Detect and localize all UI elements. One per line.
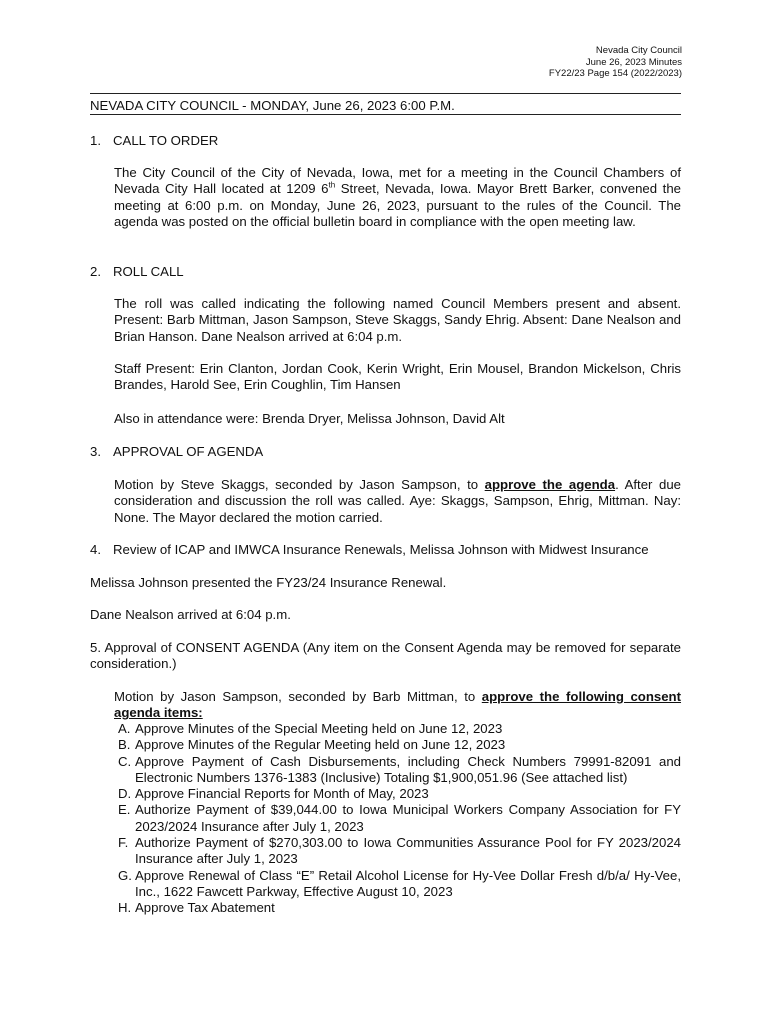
- paragraph-text: The City Council of the City of Nevada, Iowa, met for a meeting in the Council Chambers of Nevada City Hall located at 1209 6: [114, 165, 681, 197]
- item-text: Approve Minutes of the Special Meeting held on June 12, 2023: [135, 721, 503, 736]
- paragraph-text: Motion by Jason Sampson, seconded by Barb Mittman, to: [114, 689, 482, 704]
- item-text: Approve Tax Abatement: [135, 900, 275, 916]
- motion-action: approve the agenda: [484, 477, 616, 492]
- insurance-renewal-paragraph: Melissa Johnson presented the FY23/24 Insurance Renewal.: [90, 575, 447, 590]
- motion-action: approve the following consent agenda items:: [114, 689, 682, 721]
- item-text: Approve Payment of Cash Disbursements, including Check Numbers 79991-82091 and Electronic Numbers 1376-1383 (Inclusive) Totaling $1,900,051.96 (See attached list): [135, 753, 681, 785]
- section-5-heading: 5. Approval of CONSENT AGENDA (Any item on the Consent Agenda may be removed for separate consideration.): [90, 640, 681, 672]
- header-line-page: FY22/23 Page 154 (2022/2023): [548, 68, 682, 79]
- attendance-paragraph: Also in attendance were: Brenda Dryer, Melissa Johnson, David Alt: [114, 411, 505, 426]
- list-item: [118, 868, 681, 901]
- item-text: Authorize Payment of $270,303.00 to Iowa Communities Assurance Pool for FY 2023/2024 Insurance after July 1, 2023: [135, 835, 681, 867]
- page-header: [549, 45, 682, 80]
- paragraph-text: Street, Nevada, Iowa. Mayor Brett Barker, convened the meeting at 6:00 p.m. on Monday, June 26, 2023, pursuant to the rules of the Council. The agenda was posted on the official bulletin board in compliance with the open meeting law.: [114, 181, 682, 229]
- page-title: NEVADA CITY COUNCIL - MONDAY, June 26, 2023 6:00 P.M.: [90, 98, 455, 113]
- consent-agenda-list: [118, 721, 681, 917]
- section-number: 2.: [90, 264, 101, 279]
- section-number: 3.: [90, 444, 101, 459]
- section-4-heading: [90, 542, 649, 557]
- section-title: APPROVAL OF AGENDA: [113, 444, 264, 459]
- item-text: Approve Minutes of the Regular Meeting held on June 12, 2023: [135, 737, 506, 753]
- list-item: [118, 835, 681, 868]
- section-2-heading: [90, 264, 184, 279]
- list-item: [118, 737, 681, 753]
- superscript: th: [328, 180, 336, 190]
- list-item: [118, 754, 681, 787]
- item-text: Approve Financial Reports for Month of May, 2023: [135, 786, 429, 802]
- agenda-motion-paragraph: [114, 477, 681, 526]
- list-item: [118, 786, 681, 802]
- section-title: ROLL CALL: [113, 264, 184, 279]
- section-1-heading: [90, 133, 219, 148]
- item-marker: F.: [118, 835, 129, 851]
- section-title: Review of ICAP and IMWCA Insurance Renewals, Melissa Johnson with Midwest Insurance: [113, 542, 649, 557]
- section-title: CALL TO ORDER: [113, 133, 219, 148]
- item-marker: C.: [118, 753, 132, 769]
- title-rule-bottom: [90, 114, 681, 115]
- item-marker: A.: [118, 721, 131, 736]
- item-marker: B.: [118, 737, 131, 753]
- section-3-heading: [90, 444, 264, 459]
- consent-motion-paragraph: [114, 689, 681, 722]
- paragraph-text: Motion by Steve Skaggs, seconded by Jason Sampson, to: [114, 477, 485, 492]
- arrival-paragraph: Dane Nealson arrived at 6:04 p.m.: [90, 607, 291, 622]
- header-line-council: Nevada City Council: [595, 45, 682, 56]
- item-marker: E.: [118, 802, 131, 818]
- call-to-order-paragraph: [114, 165, 681, 230]
- header-line-minutes: June 26, 2023 Minutes: [585, 56, 682, 68]
- item-marker: D.: [118, 786, 132, 802]
- section-number: 1.: [90, 133, 101, 148]
- list-item: [118, 802, 681, 835]
- section-number: 4.: [90, 542, 101, 557]
- item-text: Approve Renewal of Class “E” Retail Alcohol License for Hy-Vee Dollar Fresh d/b/a/ Hy-Vee, Inc., 1622 Fawcett Parkway, Effective August 10, 2023: [135, 867, 681, 899]
- title-rule-top: [90, 93, 681, 94]
- paragraph-text: . After due consideration and discussion the roll was called. Aye: Skaggs, Sampson, Ehrig, Mittman. Nay: None. The Mayor declared the motion carried.: [114, 477, 681, 525]
- roll-call-paragraph: The roll was called indicating the following named Council Members present and absent. Present: Barb Mittman, Jason Sampson, Steve Skaggs, Sandy Ehrig. Absent: Dane Nealson and Brian Hanson. Dane Nealson arrived at 6:04 p.m.: [114, 296, 681, 344]
- item-marker: H.: [118, 900, 132, 916]
- list-item: [118, 900, 681, 916]
- item-text: Authorize Payment of $39,044.00 to Iowa Municipal Workers Company Association for FY 2023/2024 Insurance after July 1, 2023: [135, 802, 681, 834]
- list-item: [118, 721, 681, 737]
- item-marker: G.: [118, 867, 132, 883]
- staff-present-paragraph: Staff Present: Erin Clanton, Jordan Cook, Kerin Wright, Erin Mousel, Brandon Mickelson, Chris Brandes, Harold See, Erin Coughlin, Tim Hansen: [114, 361, 681, 393]
